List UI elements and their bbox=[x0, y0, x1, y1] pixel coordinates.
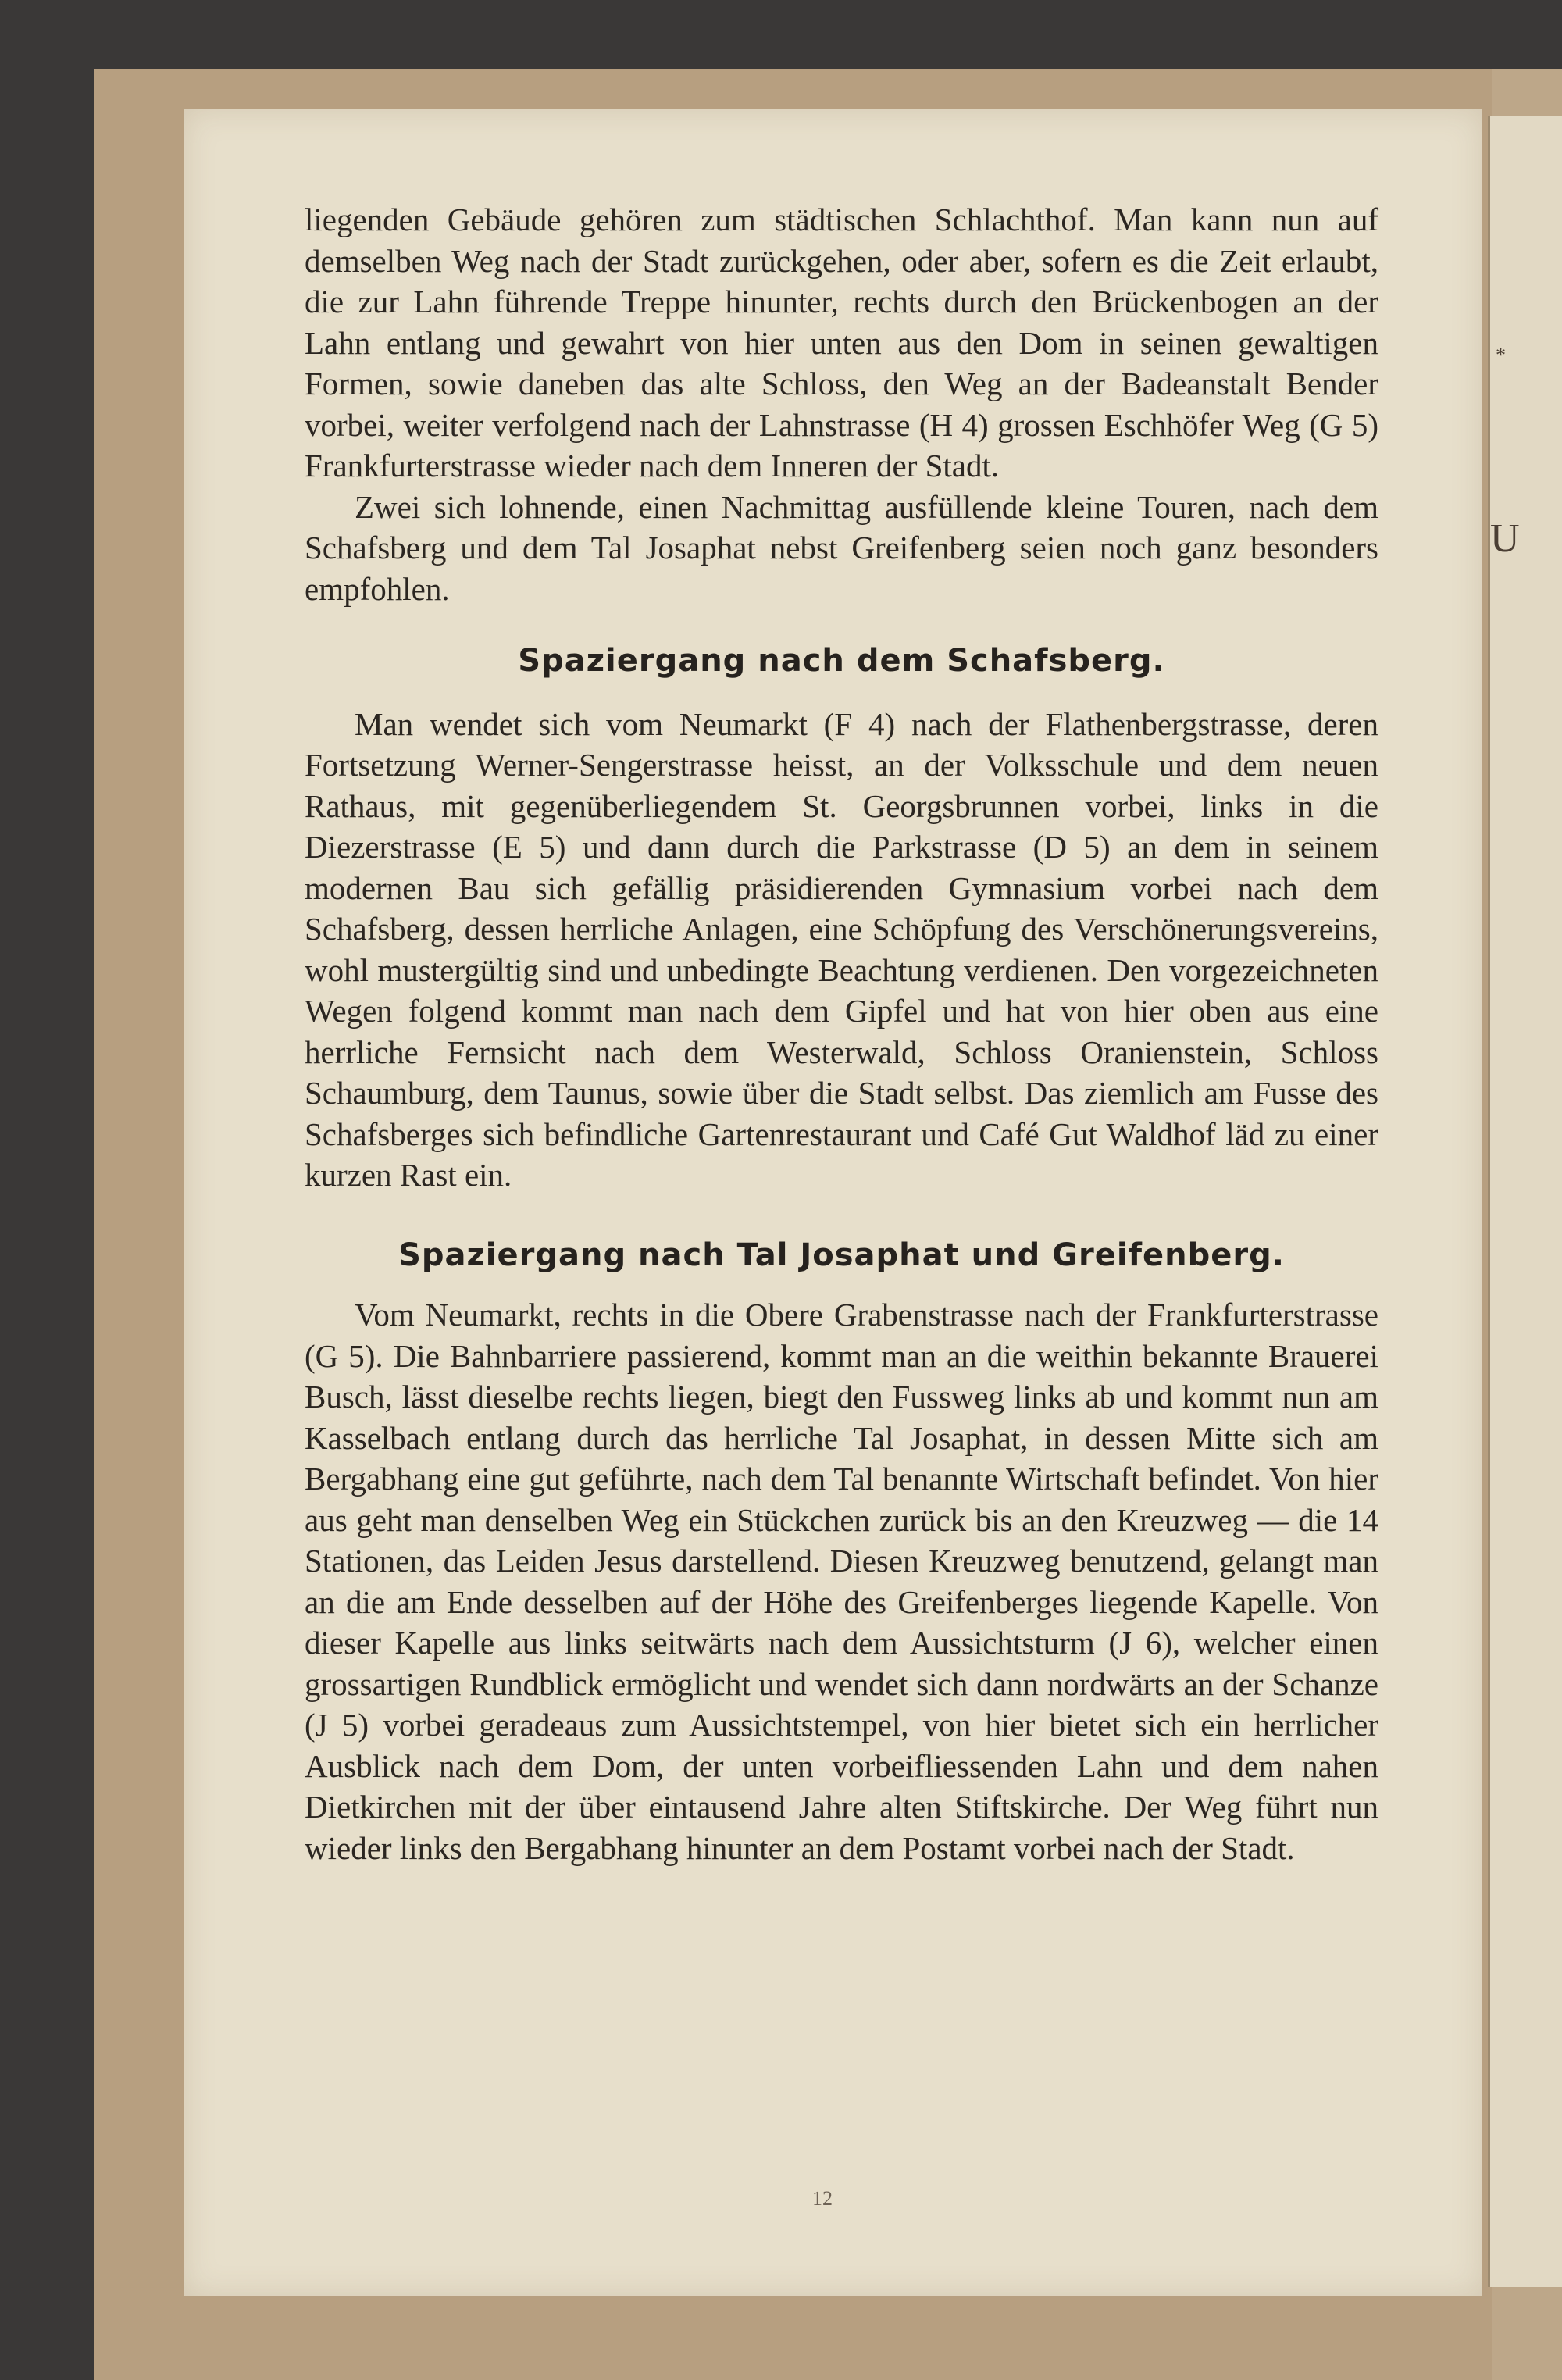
intro-paragraph-2: Zwei sich lohnende, einen Nachmittag ausfüllende kleine Touren, nach dem Schafsberg und dem Tal Josaphat nebst Greifenberg seien noch ganz besonders empfohlen. bbox=[305, 488, 1378, 607]
edge-mark-letter: U bbox=[1490, 516, 1520, 561]
adjacent-page-edge bbox=[1488, 116, 1562, 2287]
edge-mark-star: * bbox=[1496, 344, 1506, 366]
page-number: 12 bbox=[812, 2187, 833, 2210]
section-body-schafsberg: Man wendet sich vom Neumarkt (F 4) nach der Flathenbergstrasse, deren Fortsetzung Werner-Sengerstrasse heisst, an der Volksschule und dem neuen Rathaus, mit gegenüberliegendem St. Georgsbrunnen vorbei, links in die Diezerstrasse (E 5) und dann durch die Parkstrasse (D 5) an dem in seinem modernen Bau sich gefällig präsidierenden Gymnasium vorbei nach dem Schafsberg, dessen herrliche Anlagen, eine Schöpfung des Verschönerungsvereins, wohl mustergültig sind und unbedingte Beachtung verdienen. Den vorgezeichneten Wegen folgend kommt man nach dem Gipfel und hat von hier oben aus eine herrliche Fernsicht nach dem Westerwald, Schloss Oranienstein, Schloss Schaumburg, dem Taunus, sowie über die Stadt selbst. Das ziemlich am Fusse des Schafsberges sich befindliche Gartenrestaurant und Café Gut Waldhof läd zu einer kurzen Rast ein. bbox=[305, 705, 1378, 1193]
page-text bbox=[305, 199, 1378, 1868]
section-heading-schafsberg: Spaziergang nach dem Schafsberg. bbox=[518, 643, 1165, 679]
section-heading-josaphat: Spaziergang nach Tal Josaphat und Greifenberg. bbox=[398, 1236, 1285, 1273]
intro-paragraph-1: liegenden Gebäude gehören zum städtischen Schlachthof. Man kann nun auf demselben Weg nach der Stadt zurückgehen, oder aber, sofern es die Zeit erlaubt, die zur Lahn führende Treppe hinunter, rechts durch den Brückenbogen an der Lahn entlang und gewahrt von hier unten aus den Dom in seinen gewaltigen Formen, sowie daneben das alte Schloss, den Weg an der Badeanstalt Bender vorbei, weiter verfolgend nach der Lahnstrasse (H 4) grossen Eschhöfer Weg (G 5) Frankfurterstrasse wieder nach dem Inneren der Stadt. bbox=[305, 202, 1378, 483]
section-body-josaphat: Vom Neumarkt, rechts in die Obere Grabenstrasse nach der Frankfurterstrasse (G 5). Die Bahnbarriere passierend, kommt man an die weithin bekannte Brauerei Busch, lässt dieselbe rechts liegen, biegt den Fussweg links ab und kommt nun am Kasselbach entlang durch das herrliche Tal Josaphat, in dessen Mitte sich am Bergabhang eine gut geführte, nach dem Tal benannte Wirtschaft befindet. Von hier aus geht man denselben Weg ein Stückchen zurück bis an den Kreuzweg — die 14 Stationen, das Leiden Jesus darstellend. Diesen Kreuzweg benutzend, gelangt man an die am Ende desselben auf der Höhe des Greifenberges liegende Kapelle. Von dieser Kapelle aus links seitwärts nach dem Aussichtsturm (J 6), welcher einen grossartigen Rundblick ermöglicht und wendet sich dann nordwärts an der Schanze (J 5) vorbei geradeaus zum Aussichtstempel, von hier bietet sich ein herrlicher Ausblick nach dem Dom, der unten vorbeifliessenden Lahn und dem nahen Dietkirchen mit der über eintausend Jahre alten Stiftskirche. Der Weg führt nun wieder links den Bergabhang hinunter an dem Postamt vorbei nach der Stadt. bbox=[305, 1297, 1378, 1866]
